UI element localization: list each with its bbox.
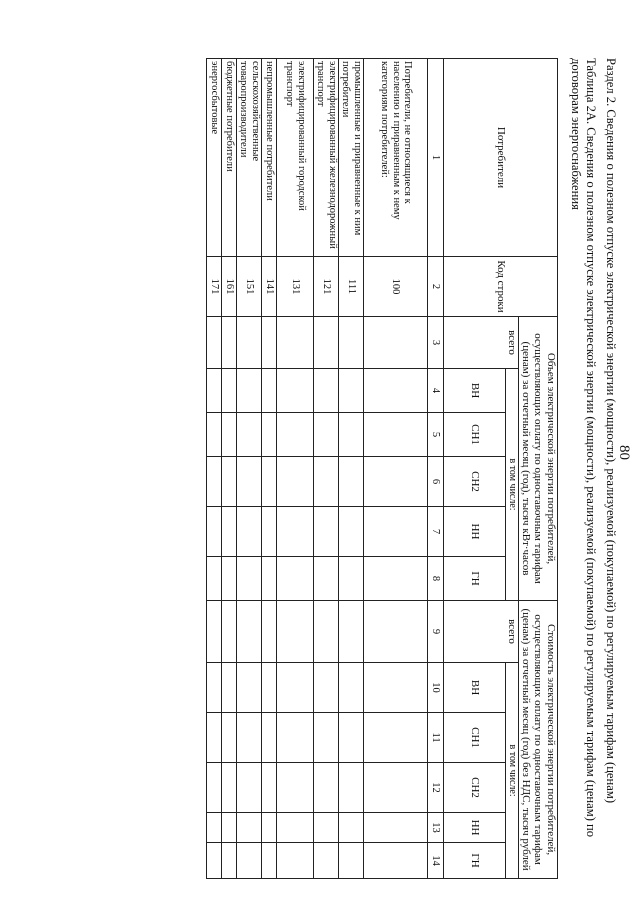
value-cell[interactable] <box>262 813 277 843</box>
value-cell[interactable] <box>262 601 277 663</box>
header-volume-sn1: СН1 <box>444 413 506 457</box>
header-consumers: Потребители <box>444 59 558 257</box>
value-cell[interactable] <box>277 413 314 457</box>
row-code: 151 <box>237 257 262 317</box>
header-volume-total: всего <box>444 317 519 369</box>
header-cost-group: Стоимость электрической энергии потребителей, осуществляющих оплату по одноставочным тарифам (ценам) за отчетный месяц (год) без НДС, тысяч рублей <box>519 601 558 879</box>
value-cell[interactable] <box>339 369 364 413</box>
header-volume-nn: НН <box>444 507 506 557</box>
value-cell[interactable] <box>339 763 364 813</box>
header-cost-nn: НН <box>444 813 506 843</box>
value-cell[interactable] <box>262 369 277 413</box>
value-cell[interactable] <box>237 457 262 507</box>
value-cell[interactable] <box>277 763 314 813</box>
value-cell[interactable] <box>237 663 262 713</box>
value-cell[interactable] <box>314 317 339 369</box>
value-cell[interactable] <box>277 813 314 843</box>
value-cell[interactable] <box>207 813 222 843</box>
value-cell[interactable] <box>207 369 222 413</box>
column-number: 2 <box>428 257 444 317</box>
value-cell[interactable] <box>314 413 339 457</box>
value-cell[interactable] <box>314 843 339 879</box>
value-cell[interactable] <box>277 843 314 879</box>
value-cell[interactable] <box>262 317 277 369</box>
table-title: Таблица 2А. Сведения о полезном отпуске электрической энергии (мощности), реализуемой (покупаемой) по регулируемым тарифам (ценам) по договорам энергоснабжения <box>569 58 598 838</box>
value-cell[interactable] <box>364 557 428 601</box>
value-cell[interactable] <box>237 369 262 413</box>
value-cell[interactable] <box>262 663 277 713</box>
value-cell[interactable] <box>364 457 428 507</box>
value-cell[interactable] <box>364 713 428 763</box>
value-cell[interactable] <box>364 813 428 843</box>
consumer-label: энергосбытовые <box>207 59 222 257</box>
value-cell[interactable] <box>314 369 339 413</box>
section-title: Раздел 2. Сведения о полезном отпуске электрической энергии (мощности), реализуемой (покупаемой) по регулируемым тарифам (ценам) <box>604 58 618 804</box>
value-cell[interactable] <box>339 601 364 663</box>
value-cell[interactable] <box>222 713 237 763</box>
value-cell[interactable] <box>222 317 237 369</box>
header-cost-gn: ГН <box>444 843 506 879</box>
value-cell[interactable] <box>339 713 364 763</box>
value-cell[interactable] <box>262 843 277 879</box>
value-cell[interactable] <box>364 601 428 663</box>
column-number: 1 <box>428 59 444 257</box>
row-code: 100 <box>364 257 428 317</box>
value-cell[interactable] <box>237 763 262 813</box>
consumer-label: Потребители, не относящиеся к населению и приравненным к нему категориям потребителей: <box>364 59 428 257</box>
column-number: 6 <box>428 457 444 507</box>
value-cell[interactable] <box>314 663 339 713</box>
value-cell[interactable] <box>364 413 428 457</box>
value-cell[interactable] <box>237 843 262 879</box>
value-cell[interactable] <box>262 457 277 507</box>
table-row <box>364 59 428 879</box>
consumer-label: непромышленные потребители <box>262 59 277 257</box>
column-number: 14 <box>428 843 444 879</box>
row-code: 171 <box>207 257 222 317</box>
value-cell[interactable] <box>364 317 428 369</box>
header-volume-group: Объем электрической энергии потребителей, осуществляющих оплату по одноставочным тарифам (ценам) за отчетный месяц (год), тысяч кВт·часов <box>519 317 558 601</box>
column-number: 3 <box>428 317 444 369</box>
value-cell[interactable] <box>314 813 339 843</box>
value-cell[interactable] <box>364 507 428 557</box>
value-cell[interactable] <box>339 507 364 557</box>
value-cell[interactable] <box>339 457 364 507</box>
value-cell[interactable] <box>207 557 222 601</box>
value-cell[interactable] <box>207 663 222 713</box>
header-cost-total: всего <box>444 601 519 663</box>
consumer-label: сельскохозяйственные товаропроизводители <box>237 59 262 257</box>
value-cell[interactable] <box>364 369 428 413</box>
value-cell[interactable] <box>237 713 262 763</box>
value-cell[interactable] <box>277 557 314 601</box>
value-cell[interactable] <box>364 663 428 713</box>
page-number: 80 <box>616 445 632 460</box>
header-volume-including: в том числе: <box>506 369 519 601</box>
value-cell[interactable] <box>314 557 339 601</box>
value-cell[interactable] <box>314 601 339 663</box>
row-code: 121 <box>314 257 339 317</box>
header-cost-sn2: СН2 <box>444 763 506 813</box>
header-cost-including: в том числе: <box>506 663 519 879</box>
value-cell[interactable] <box>237 601 262 663</box>
value-cell[interactable] <box>339 663 364 713</box>
table-row <box>339 59 364 879</box>
column-number: 10 <box>428 663 444 713</box>
value-cell[interactable] <box>314 507 339 557</box>
column-number: 12 <box>428 763 444 813</box>
value-cell[interactable] <box>277 317 314 369</box>
column-number: 11 <box>428 713 444 763</box>
header-volume-gn: ГН <box>444 557 506 601</box>
value-cell[interactable] <box>222 813 237 843</box>
value-cell[interactable] <box>222 763 237 813</box>
value-cell[interactable] <box>277 507 314 557</box>
value-cell[interactable] <box>222 413 237 457</box>
value-cell[interactable] <box>262 557 277 601</box>
value-cell[interactable] <box>262 413 277 457</box>
value-cell[interactable] <box>339 317 364 369</box>
column-number: 8 <box>428 557 444 601</box>
header-volume-vn: ВН <box>444 369 506 413</box>
value-cell[interactable] <box>262 763 277 813</box>
value-cell[interactable] <box>207 507 222 557</box>
consumer-label: электрифицированный городской транспорт <box>277 59 314 257</box>
value-cell[interactable] <box>222 663 237 713</box>
value-cell[interactable] <box>207 317 222 369</box>
table-row <box>207 59 222 879</box>
header-volume-sn2: СН2 <box>444 457 506 507</box>
value-cell[interactable] <box>277 713 314 763</box>
value-cell[interactable] <box>277 663 314 713</box>
value-cell[interactable] <box>339 843 364 879</box>
column-number: 9 <box>428 601 444 663</box>
table-row <box>277 59 314 879</box>
value-cell[interactable] <box>339 813 364 843</box>
column-number: 7 <box>428 507 444 557</box>
row-code: 111 <box>339 257 364 317</box>
table-row <box>262 59 277 879</box>
value-cell[interactable] <box>277 457 314 507</box>
value-cell[interactable] <box>339 557 364 601</box>
table-row <box>222 59 237 879</box>
table-body <box>207 59 428 879</box>
value-cell[interactable] <box>364 843 428 879</box>
value-cell[interactable] <box>222 457 237 507</box>
value-cell[interactable] <box>237 557 262 601</box>
value-cell[interactable] <box>314 457 339 507</box>
column-number: 4 <box>428 369 444 413</box>
column-number: 13 <box>428 813 444 843</box>
consumer-label: электрифицированный железнодорожный транспорт <box>314 59 339 257</box>
value-cell[interactable] <box>207 763 222 813</box>
value-cell[interactable] <box>222 601 237 663</box>
consumer-label: промышленные и приравненные к ним потребители <box>339 59 364 257</box>
value-cell[interactable] <box>277 601 314 663</box>
header-cost-sn1: СН1 <box>444 713 506 763</box>
row-code: 161 <box>222 257 237 317</box>
value-cell[interactable] <box>207 713 222 763</box>
value-cell[interactable] <box>277 369 314 413</box>
value-cell[interactable] <box>237 413 262 457</box>
value-cell[interactable] <box>364 763 428 813</box>
value-cell[interactable] <box>207 601 222 663</box>
column-number: 5 <box>428 413 444 457</box>
value-cell[interactable] <box>237 813 262 843</box>
header-cost-vn: ВН <box>444 663 506 713</box>
row-code: 131 <box>277 257 314 317</box>
value-cell[interactable] <box>222 557 237 601</box>
consumer-label: бюджетные потребители <box>222 59 237 257</box>
value-cell[interactable] <box>222 369 237 413</box>
value-cell[interactable] <box>314 713 339 763</box>
data-table <box>207 58 559 879</box>
row-code: 141 <box>262 257 277 317</box>
value-cell[interactable] <box>339 413 364 457</box>
value-cell[interactable] <box>262 713 277 763</box>
value-cell[interactable] <box>207 413 222 457</box>
value-cell[interactable] <box>207 457 222 507</box>
value-cell[interactable] <box>222 507 237 557</box>
value-cell[interactable] <box>207 843 222 879</box>
value-cell[interactable] <box>314 763 339 813</box>
value-cell[interactable] <box>262 507 277 557</box>
header-row-code: Код строки <box>444 257 558 317</box>
value-cell[interactable] <box>237 317 262 369</box>
table-row <box>237 59 262 879</box>
value-cell[interactable] <box>237 507 262 557</box>
table-row <box>314 59 339 879</box>
value-cell[interactable] <box>222 843 237 879</box>
